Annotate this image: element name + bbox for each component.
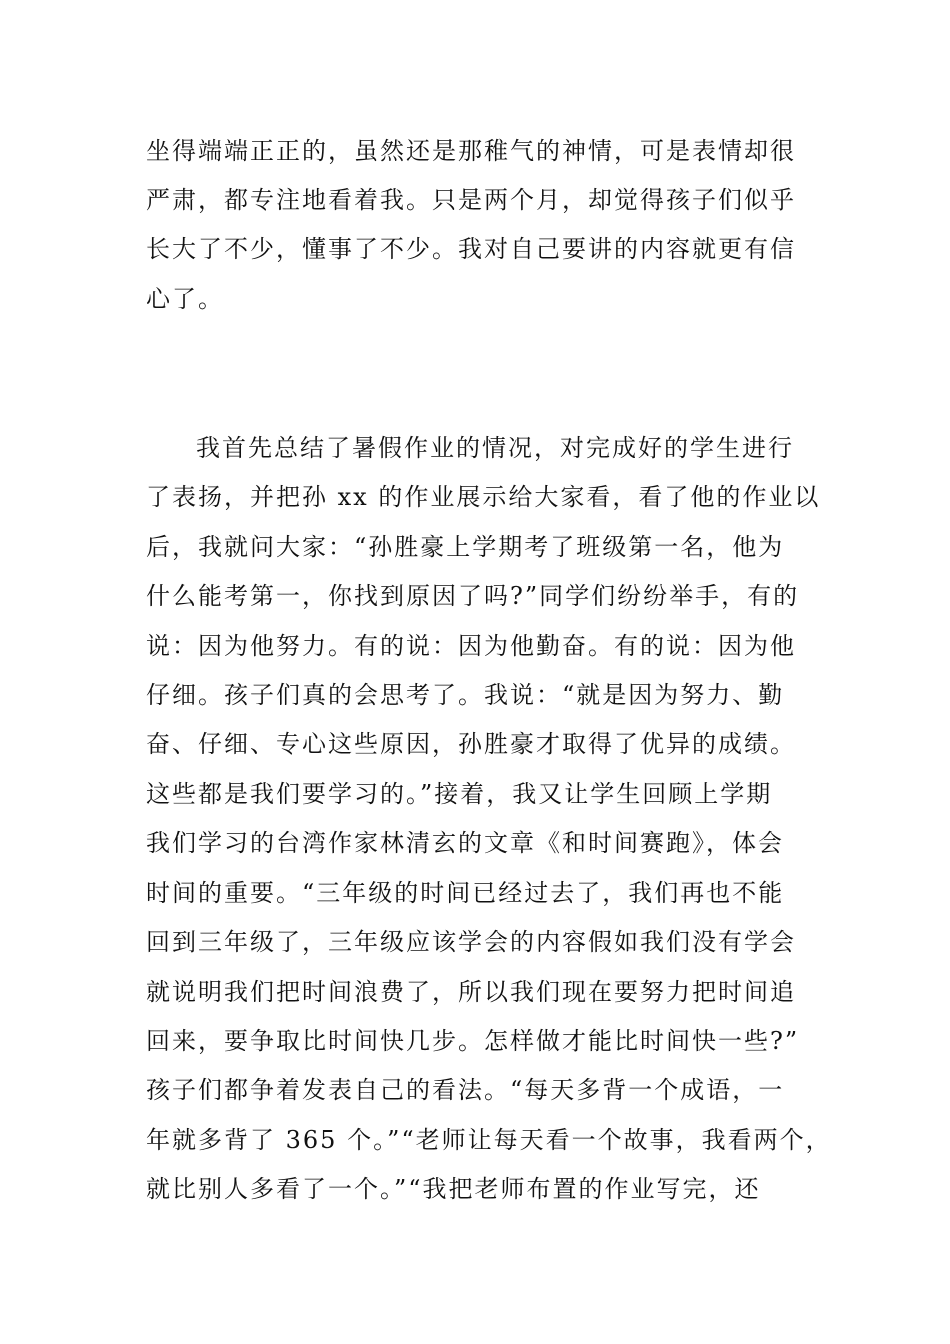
paragraph-1-line-4: 心了。 [146, 285, 224, 313]
paragraph-2-line-16: 就比别人多看了一个。”“我把老师布置的作业写完，还 [146, 1175, 761, 1203]
paragraph-2-line-11: 回到三年级了，三年级应该学会的内容假如我们没有学会 [146, 928, 796, 956]
paragraph-2-line-9: 我们学习的台湾作家林清玄的文章《和时间赛跑》，体会 [146, 829, 784, 857]
paragraph-2-line-13: 回来，要争取比时间快几步。怎样做才能比时间快一些?” [146, 1027, 800, 1055]
paragraph-1-line-1: 坐得端端正正的，虽然还是那稚气的神情，可是表情却很 [146, 137, 796, 165]
paragraph-2-line-4: 什么能考第一，你找到原因了吗?”同学们纷纷举手，有的 [146, 582, 800, 610]
paragraph-2-line-14: 孩子们都争着发表自己的看法。“每天多背一个成语，一 [146, 1076, 785, 1104]
paragraph-2-line-7: 奋、仔细、专心这些原因，孙胜豪才取得了优异的成绩。 [146, 730, 796, 758]
paragraph-2-line-15: 年就多背了 365 个。”“老师让每天看一个故事，我看两个， [146, 1126, 832, 1154]
paragraph-2-line-1: 我首先总结了暑假作业的情况，对完成好的学生进行 [196, 434, 794, 462]
paragraph-2-line-10: 时间的重要。“三年级的时间已经过去了，我们再也不能 [146, 879, 785, 907]
paragraph-2-line-5: 说：因为他努力。有的说：因为他勤奋。有的说：因为他 [146, 632, 796, 660]
paragraph-2-line-2: 了表扬，并把孙 xx 的作业展示给大家看，看了他的作业以 [146, 483, 821, 511]
paragraph-1-line-3: 长大了不少，懂事了不少。我对自己要讲的内容就更有信 [146, 235, 796, 263]
paragraph-2-line-12: 就说明我们把时间浪费了，所以我们现在要努力把时间追 [146, 978, 796, 1006]
paragraph-2-line-8: 这些都是我们要学习的。”接着，我又让学生回顾上学期 [146, 780, 773, 808]
paragraph-2-line-6: 仔细。孩子们真的会思考了。我说：“就是因为努力、勤 [146, 681, 785, 709]
paragraph-2-line-3: 后，我就问大家：“孙胜豪上学期考了班级第一名，他为 [146, 533, 785, 561]
paragraph-1-line-2: 严肃，都专注地看着我。只是两个月，却觉得孩子们似乎 [146, 186, 796, 214]
